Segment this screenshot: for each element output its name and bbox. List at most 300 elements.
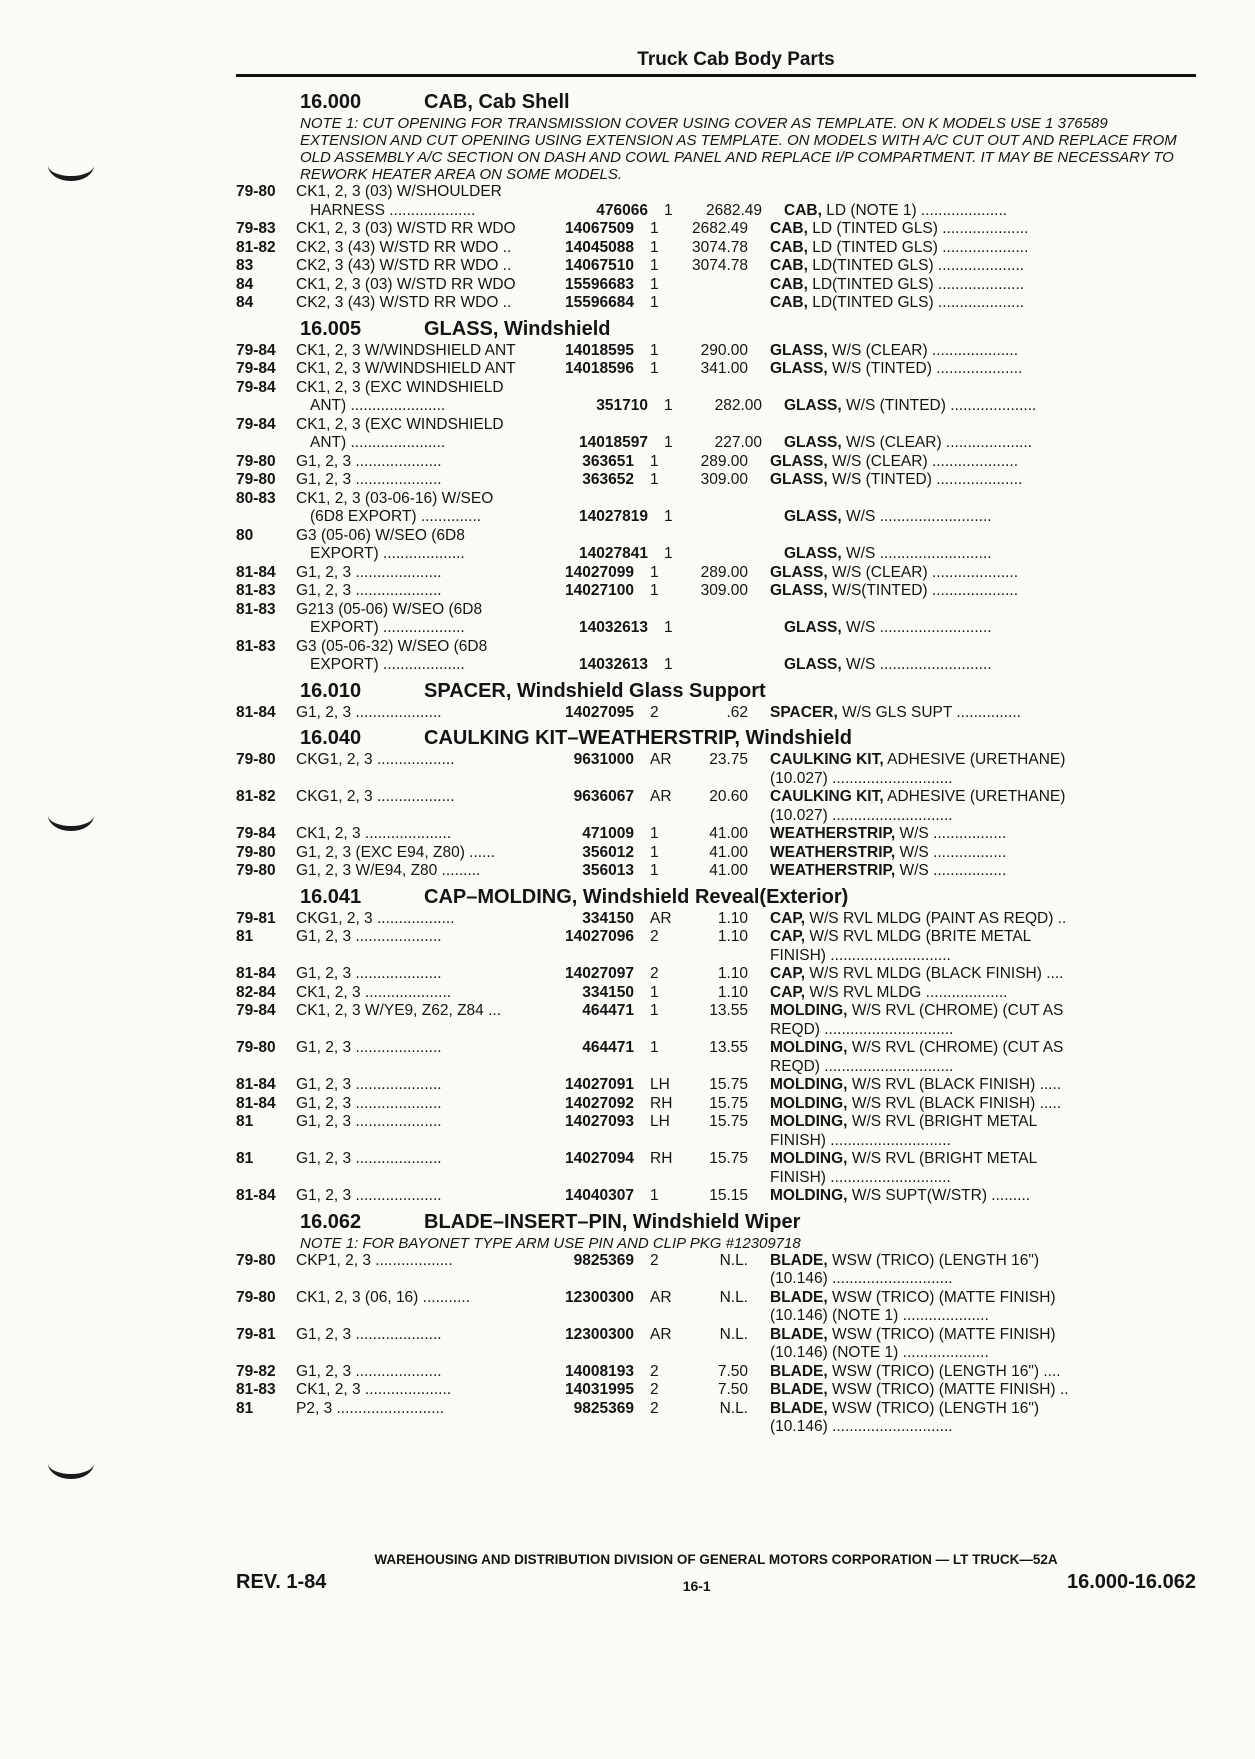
description-text: FINISH) ............................ — [770, 1131, 951, 1149]
part-number — [554, 416, 634, 435]
list-price — [690, 508, 762, 527]
punch-hole-bottom — [48, 1448, 94, 1479]
quantity — [634, 1270, 676, 1289]
part-description — [748, 601, 1142, 620]
model-application: CK1, 2, 3 (03) W/STD RR WDO — [296, 275, 516, 293]
quantity — [634, 183, 676, 202]
description-text: W/S RVL (BLACK FINISH) ..... — [851, 1094, 1062, 1112]
description-text: W/S RVL MLDG (PAINT AS REQD) .. — [809, 909, 1067, 927]
quantity: 1 — [650, 360, 659, 377]
model-year: 84 — [236, 275, 254, 293]
model-year: 81 — [236, 1399, 254, 1417]
description-keyword: MOLDING, — [770, 1039, 848, 1056]
model-year: 79-84 — [236, 825, 276, 842]
quantity: 2 — [650, 1381, 659, 1398]
model-application: CK1, 2, 3 .................... — [296, 825, 452, 842]
description-keyword: MOLDING, — [770, 1002, 848, 1019]
model-application: CK1, 2, 3 (03) W/STD RR WDO — [296, 220, 516, 237]
table-row — [236, 1113, 1196, 1132]
table-row — [236, 434, 1196, 453]
part-number: 14027097 — [565, 965, 634, 982]
table-row — [236, 416, 1196, 435]
model-year: 79-81 — [236, 1325, 276, 1343]
model-application: CK1, 2, 3 (06, 16) ........... — [296, 1288, 471, 1306]
table-row — [236, 508, 1196, 527]
part-number: 12300300 — [565, 1288, 634, 1306]
list-price: 1.10 — [717, 928, 748, 945]
description-keyword: CAULKING KIT, — [770, 751, 884, 768]
model-year: 81 — [236, 1113, 254, 1130]
table-row — [236, 397, 1196, 416]
model-application: G1, 2, 3 .................... — [296, 563, 442, 581]
model-year — [236, 1021, 296, 1040]
part-description — [762, 545, 1156, 564]
parts-section — [236, 726, 1196, 881]
part-description — [748, 360, 1142, 379]
table-row — [236, 619, 1196, 638]
model-year: 79-80 — [236, 1251, 276, 1269]
section-heading — [300, 317, 1196, 342]
table-row — [236, 601, 1196, 620]
part-description — [748, 1400, 1142, 1419]
model-year: 81-83 — [236, 637, 276, 655]
table-row — [236, 825, 1196, 844]
model-year — [236, 397, 296, 416]
description-text: WSW (TRICO) (MATTE FINISH) — [832, 1288, 1056, 1306]
description-text: ADHESIVE (URETHANE) — [887, 751, 1066, 768]
model-year — [236, 202, 296, 221]
model-application: G1, 2, 3 .................... — [296, 965, 442, 982]
table-row — [236, 490, 1196, 509]
model-application: EXPORT) ................... — [310, 619, 465, 636]
part-number: 14027095 — [565, 703, 634, 721]
model-application: (6D8 EXPORT) .............. — [310, 508, 482, 525]
model-application: G1, 2, 3 .................... — [296, 1362, 442, 1380]
description-keyword: GLASS, — [770, 582, 828, 599]
description-text: LD (TINTED GLS) .................... — [812, 238, 1029, 256]
list-price — [676, 183, 748, 202]
model-application: G1, 2, 3 .................... — [296, 1094, 442, 1112]
part-number: 334150 — [582, 983, 634, 1001]
quantity: 1 — [664, 397, 673, 414]
part-number: 14032613 — [579, 656, 648, 673]
part-description — [748, 1326, 1142, 1345]
list-price — [676, 490, 748, 509]
section-heading — [300, 885, 1196, 910]
model-year — [236, 1307, 296, 1326]
model-year: 82-84 — [236, 983, 276, 1001]
quantity: AR — [650, 751, 672, 768]
part-number — [554, 490, 634, 509]
part-description — [748, 527, 1142, 546]
table-row — [236, 1381, 1196, 1400]
description-text: LD (TINTED GLS) .................... — [812, 220, 1029, 237]
part-description — [748, 453, 1142, 472]
part-number: 14027094 — [565, 1150, 634, 1167]
description-text: W/S RVL MLDG (BRITE METAL — [809, 928, 1032, 945]
table-row — [236, 183, 1196, 202]
list-price — [676, 1021, 748, 1040]
list-price: 289.00 — [700, 452, 748, 470]
table-row — [236, 770, 1196, 789]
description-text: (10.146) ............................ — [770, 1418, 953, 1435]
model-application: G1, 2, 3 .................... — [296, 1039, 442, 1056]
quantity — [634, 1021, 676, 1040]
model-year: 79-84 — [236, 1002, 276, 1019]
description-keyword: BLADE, — [770, 1381, 828, 1398]
part-number: 14067509 — [565, 220, 634, 237]
model-application: G1, 2, 3 .................... — [296, 471, 442, 488]
quantity: 1 — [664, 508, 673, 525]
table-row — [236, 545, 1196, 564]
part-number: 334150 — [582, 909, 634, 927]
model-application: G3 (05-06) W/SEO (6D8 — [296, 526, 465, 544]
model-year — [236, 1169, 296, 1188]
model-year — [236, 1058, 296, 1077]
quantity: 2 — [650, 1399, 659, 1417]
quantity — [634, 416, 676, 435]
model-year: 79-82 — [236, 1362, 276, 1380]
description-text: W/S (TINTED) .................... — [846, 397, 1037, 414]
part-number — [554, 1058, 634, 1077]
quantity: AR — [650, 788, 672, 805]
list-price — [676, 416, 748, 435]
model-application: ANT) ...................... — [310, 434, 446, 451]
description-keyword: WEATHERSTRIP, — [770, 843, 896, 861]
punch-hole-top — [48, 150, 94, 181]
quantity — [634, 379, 676, 398]
section-number: 16.005 — [300, 317, 362, 340]
page-number: 16-1 — [682, 1578, 711, 1594]
table-row — [236, 379, 1196, 398]
model-year: 83 — [236, 257, 254, 274]
table-row — [236, 527, 1196, 546]
model-year — [236, 508, 296, 527]
description-text: W/S (CLEAR) .................... — [846, 434, 1033, 451]
table-row — [236, 220, 1196, 239]
list-price — [676, 1169, 748, 1188]
part-number — [554, 1169, 634, 1188]
model-application: EXPORT) ................... — [310, 545, 465, 562]
quantity: 1 — [650, 1039, 659, 1056]
model-year: 79-80 — [236, 843, 276, 861]
part-description — [748, 965, 1142, 984]
list-price: 3074.78 — [691, 238, 748, 256]
description-text: W/S(TINTED) .................... — [832, 582, 1019, 599]
part-number — [554, 1307, 634, 1326]
description-text: WSW (TRICO) (MATTE FINISH) — [832, 1325, 1056, 1343]
part-description — [748, 564, 1142, 583]
description-text: (10.027) ............................ — [770, 769, 953, 787]
quantity: 1 — [650, 825, 659, 842]
list-price: 2682.49 — [691, 220, 748, 237]
description-keyword: GLASS, — [784, 619, 842, 636]
table-row — [236, 965, 1196, 984]
description-keyword: BLADE, — [770, 1288, 828, 1306]
table-row — [236, 1363, 1196, 1382]
part-description — [748, 1363, 1142, 1382]
list-price: N.L. — [719, 1251, 748, 1269]
part-description — [748, 1021, 1142, 1040]
footer-division-line: WAREHOUSING AND DISTRIBUTION DIVISION OF GENERAL MOTORS CORPORATION — LT TRUCK—52A — [374, 1552, 1058, 1567]
list-price — [676, 1307, 748, 1326]
part-number: 464471 — [582, 1039, 634, 1056]
part-description — [748, 1113, 1142, 1132]
table-row — [236, 239, 1196, 258]
list-price: 3074.78 — [691, 257, 748, 274]
table-row — [236, 582, 1196, 601]
quantity — [634, 527, 676, 546]
list-price: 15.75 — [709, 1076, 748, 1093]
model-application: CK1, 2, 3 W/WINDSHIELD ANT — [296, 360, 516, 377]
table-row — [236, 1095, 1196, 1114]
part-description — [748, 1252, 1142, 1271]
model-year: 79-80 — [236, 471, 276, 488]
model-year: 79-84 — [236, 360, 276, 377]
list-price: 227.00 — [714, 434, 762, 451]
quantity: 1 — [650, 275, 659, 293]
quantity — [634, 1344, 676, 1363]
list-price: N.L. — [719, 1399, 748, 1417]
quantity — [634, 1169, 676, 1188]
model-application — [296, 1270, 554, 1289]
part-description — [762, 397, 1156, 416]
list-price — [676, 807, 748, 826]
part-description — [748, 239, 1142, 258]
description-text: W/S RVL (BLACK FINISH) ..... — [851, 1076, 1062, 1093]
quantity: 1 — [650, 983, 659, 1001]
part-description — [748, 1289, 1142, 1308]
part-number: 464471 — [582, 1002, 634, 1019]
header-rule — [236, 74, 1196, 77]
model-application: CK2, 3 (43) W/STD RR WDO .. — [296, 294, 512, 311]
list-price — [676, 1344, 748, 1363]
part-description — [748, 1187, 1142, 1206]
parts-list — [236, 90, 1196, 1441]
part-description — [748, 1132, 1142, 1151]
list-price: 41.00 — [709, 843, 748, 861]
part-description — [748, 928, 1142, 947]
description-keyword: BLADE, — [770, 1325, 828, 1343]
model-year: 79-84 — [236, 341, 276, 359]
quantity: 1 — [650, 294, 659, 311]
quantity: 1 — [650, 1187, 659, 1204]
description-keyword: CAB, — [784, 201, 822, 219]
description-text: W/S RVL MLDG (BLACK FINISH) .... — [809, 965, 1064, 982]
list-price: .62 — [726, 703, 748, 721]
part-description — [748, 910, 1142, 929]
model-application: CKG1, 2, 3 .................. — [296, 909, 455, 927]
description-keyword: BLADE, — [770, 1399, 828, 1417]
table-row — [236, 862, 1196, 881]
part-description — [748, 471, 1142, 490]
part-number — [554, 770, 634, 789]
part-number — [554, 1132, 634, 1151]
list-price — [690, 656, 762, 675]
description-keyword: MOLDING, — [770, 1094, 848, 1112]
list-price: 341.00 — [700, 360, 748, 377]
description-text: W/S (CLEAR) .................... — [832, 452, 1019, 470]
list-price: 289.00 — [700, 563, 748, 581]
quantity: AR — [650, 1288, 672, 1306]
part-number: 9825369 — [573, 1399, 634, 1417]
part-number — [554, 183, 634, 202]
model-application — [296, 1344, 554, 1363]
quantity: 1 — [650, 220, 659, 237]
model-application: G1, 2, 3 (EXC E94, Z80) ...... — [296, 843, 495, 861]
description-text: ADHESIVE (URETHANE) — [887, 788, 1066, 805]
description-keyword: CAP, — [770, 965, 806, 982]
table-row — [236, 751, 1196, 770]
parts-section — [236, 679, 1196, 723]
quantity — [634, 490, 676, 509]
quantity: 1 — [664, 201, 673, 219]
list-price: 309.00 — [700, 582, 748, 599]
table-row — [236, 453, 1196, 472]
list-price: 1.10 — [717, 983, 748, 1001]
quantity — [634, 947, 676, 966]
table-row — [236, 638, 1196, 657]
description-keyword: CAULKING KIT, — [770, 788, 884, 805]
table-row — [236, 257, 1196, 276]
part-number: 15596683 — [565, 275, 634, 293]
list-price — [676, 379, 748, 398]
list-price: 7.50 — [717, 1362, 748, 1380]
part-description — [762, 202, 1156, 221]
description-text: (10.146) (NOTE 1) .................... — [770, 1344, 989, 1361]
model-application — [296, 770, 554, 789]
model-application: G1, 2, 3 .................... — [296, 928, 442, 945]
description-text: WSW (TRICO) (MATTE FINISH) .. — [832, 1381, 1069, 1398]
part-number: 12300300 — [565, 1325, 634, 1343]
part-number: 471009 — [582, 825, 634, 842]
model-year: 79-84 — [236, 378, 276, 396]
table-row — [236, 471, 1196, 490]
table-row — [236, 202, 1196, 221]
quantity: 1 — [650, 257, 659, 274]
part-number: 14027819 — [579, 508, 648, 525]
model-year: 79-83 — [236, 220, 276, 237]
list-price — [690, 619, 762, 638]
part-description — [748, 183, 1142, 202]
quantity: 1 — [650, 471, 659, 488]
model-application — [296, 1169, 554, 1188]
description-keyword: GLASS, — [784, 397, 842, 414]
parts-section — [236, 1210, 1196, 1437]
part-number — [554, 638, 634, 657]
model-application — [296, 1307, 554, 1326]
list-price: 23.75 — [709, 751, 748, 768]
list-price: 41.00 — [709, 825, 748, 842]
description-text: W/S .......................... — [846, 508, 992, 525]
model-year: 81-82 — [236, 238, 276, 256]
section-number: 16.000 — [300, 91, 362, 113]
description-keyword: CAB, — [770, 238, 808, 256]
model-application: G3 (05-06-32) W/SEO (6D8 — [296, 637, 488, 655]
quantity — [634, 807, 676, 826]
table-row — [236, 342, 1196, 361]
table-row — [236, 1039, 1196, 1058]
model-application: G213 (05-06) W/SEO (6D8 — [296, 600, 483, 618]
revision-label: REV. 1-84 — [236, 1571, 327, 1593]
list-price: N.L. — [719, 1288, 748, 1306]
model-year: 84 — [236, 294, 254, 311]
model-year — [236, 434, 296, 453]
quantity: 1 — [650, 843, 659, 861]
model-application — [296, 1418, 554, 1437]
list-price: 20.60 — [709, 788, 748, 805]
list-price: 7.50 — [717, 1381, 748, 1398]
list-price: 309.00 — [700, 471, 748, 488]
quantity: 1 — [664, 545, 673, 562]
description-keyword: MOLDING, — [770, 1187, 848, 1204]
description-keyword: CAB, — [770, 294, 808, 311]
section-title: SPACER, Windshield Glass Support — [424, 679, 766, 702]
list-price — [676, 1132, 748, 1151]
part-description — [748, 1076, 1142, 1095]
part-number: 14040307 — [565, 1187, 634, 1204]
part-description — [748, 1095, 1142, 1114]
model-year — [236, 1270, 296, 1289]
part-description — [748, 1307, 1142, 1326]
model-year: 79-84 — [236, 415, 276, 433]
description-text: REQD) .............................. — [770, 1020, 954, 1038]
part-description — [748, 1270, 1142, 1289]
part-number — [554, 527, 634, 546]
model-year — [236, 807, 296, 826]
quantity: 1 — [664, 434, 673, 451]
list-price: 15.75 — [709, 1113, 748, 1130]
part-description — [762, 434, 1156, 453]
part-number: 9636067 — [573, 788, 634, 805]
model-application: HARNESS .................... — [310, 201, 476, 219]
description-keyword: GLASS, — [784, 434, 842, 451]
model-application: CK2, 3 (43) W/STD RR WDO .. — [296, 238, 512, 256]
model-year — [236, 1344, 296, 1363]
description-text: WSW (TRICO) (LENGTH 16") — [832, 1399, 1040, 1417]
quantity — [634, 1132, 676, 1151]
description-keyword: GLASS, — [784, 508, 842, 525]
part-number: 14018595 — [565, 341, 634, 359]
part-description — [748, 770, 1142, 789]
list-price — [690, 545, 762, 564]
quantity: 2 — [650, 965, 659, 982]
quantity — [634, 1307, 676, 1326]
quantity: 2 — [650, 703, 659, 721]
section-number: 16.041 — [300, 885, 362, 908]
description-keyword: MOLDING, — [770, 1076, 848, 1093]
description-text: W/S RVL (BRIGHT METAL — [851, 1113, 1038, 1130]
part-number: 14018596 — [565, 360, 634, 377]
model-year: 79-80 — [236, 751, 276, 768]
table-row — [236, 1400, 1196, 1419]
quantity: RH — [650, 1150, 673, 1167]
description-text: FINISH) ............................ — [770, 946, 951, 964]
model-application — [296, 1132, 554, 1151]
description-text: W/S ................. — [899, 825, 1007, 842]
part-number: 356013 — [582, 862, 634, 879]
part-description — [748, 984, 1142, 1003]
description-text: W/S GLS SUPT ............... — [842, 703, 1021, 721]
table-row — [236, 1307, 1196, 1326]
table-row — [236, 910, 1196, 929]
table-row — [236, 1002, 1196, 1021]
description-text: W/S RVL (BRIGHT METAL — [851, 1150, 1038, 1167]
model-application: CKG1, 2, 3 .................. — [296, 751, 455, 768]
description-keyword: CAB, — [770, 257, 808, 274]
model-year: 81 — [236, 928, 254, 945]
description-keyword: GLASS, — [784, 545, 842, 562]
